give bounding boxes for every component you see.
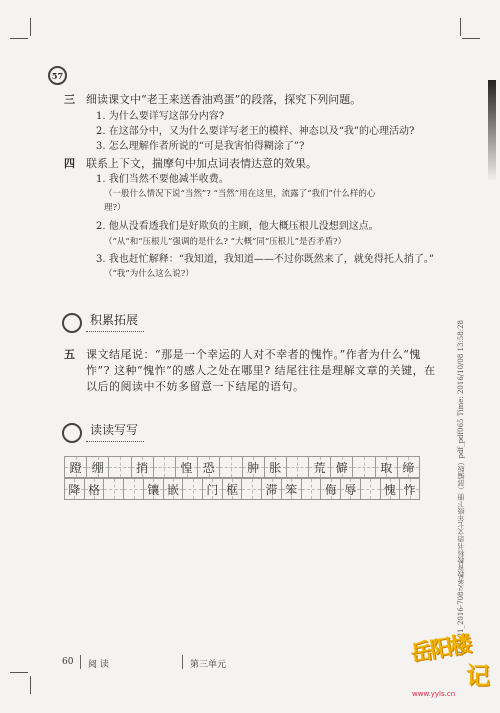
- section-underline: [86, 331, 144, 332]
- grid-cell: 滞: [261, 478, 281, 500]
- grid-cell: 荒: [308, 456, 330, 478]
- q4-hint: （“我”为什么这么说?）: [104, 269, 194, 279]
- q5-line: 以后的阅读中不妨多留意一下结尾的语句。: [86, 380, 305, 393]
- print-info-text: R 22.21_2016-708义务教育教科书语文七年级下册（部编版）pdf_pdf065 Time: 2016/10/08 13:58:28: [457, 320, 465, 657]
- grid-cell: 辱: [340, 478, 360, 500]
- q5-label: 五: [64, 348, 75, 361]
- grid-cell: 格: [84, 478, 104, 500]
- footer-unit: 第三单元: [190, 660, 227, 670]
- crop-mark: [10, 38, 28, 39]
- footer-divider: [182, 655, 183, 669]
- grid-cell: [123, 478, 143, 500]
- q3-item: 2. 在这部分中，又为什么要详写老王的模样、神态以及“我”的心理活动?: [96, 126, 415, 137]
- footer-section: 阅 读: [88, 660, 109, 670]
- grid-cell: [241, 478, 261, 500]
- q4-text: 联系上下文，揣摩句中加点词表情达意的效果。: [86, 157, 317, 170]
- grid-cell: 笨: [281, 478, 301, 500]
- grid-cell: 肿: [242, 456, 264, 478]
- crop-mark: [30, 676, 31, 694]
- writing-grid-row-1: [64, 456, 420, 478]
- grid-cell: 门: [202, 478, 222, 500]
- grid-cell: 僻: [330, 456, 352, 478]
- grid-cell: [182, 478, 202, 500]
- q3-item: 1. 为什么要详写这部分内容?: [96, 111, 225, 122]
- write-icon: [62, 423, 82, 443]
- q4-hint: （“从”和“压根儿”强调的是什么? “大概”同“压根儿”是否矛盾?）: [104, 237, 347, 247]
- grid-cell: 怍: [399, 478, 420, 500]
- grid-cell: 惶: [175, 456, 197, 478]
- grid-cell: [153, 456, 175, 478]
- crop-mark: [462, 38, 480, 39]
- grid-cell: [301, 478, 321, 500]
- grid-cell: [360, 478, 380, 500]
- watermark-logo: 岳阳楼 记 www.yyls.cn: [408, 631, 490, 698]
- grid-cell: [286, 456, 308, 478]
- q5-line: 课文结尾说：“那是一个幸运的人对不幸者的愧怍。”作者为什么“愧: [86, 348, 421, 361]
- grid-cell: 绷: [86, 456, 108, 478]
- page-badge: 57: [48, 66, 67, 85]
- expand-icon: [62, 313, 82, 333]
- grid-cell: 嵌: [163, 478, 183, 500]
- footer-divider: [80, 655, 81, 669]
- grid-cell: [103, 478, 123, 500]
- q4-hint: 理?）: [104, 203, 126, 213]
- grid-cell: [219, 456, 241, 478]
- q4-item: 1. 我们当然不要他减半收费。: [96, 174, 229, 185]
- gray-scale-strip: [488, 80, 496, 180]
- q5-line: 怍”? 这种“愧怍”的感人之处在哪里? 结尾往往是理解文章的关键，在: [86, 364, 436, 377]
- grid-cell: 取: [375, 456, 397, 478]
- grid-cell: 恐: [197, 456, 219, 478]
- crop-mark: [460, 18, 461, 36]
- q3-item: 3. 怎么理解作者所说的“可是我害怕得糊涂了”?: [96, 141, 305, 152]
- grid-cell: 降: [64, 478, 84, 500]
- section-write-title: 读读写写: [90, 423, 139, 437]
- grid-cell: 缔: [397, 456, 420, 478]
- grid-cell: 捎: [131, 456, 153, 478]
- grid-cell: 框: [222, 478, 242, 500]
- section-underline: [86, 441, 144, 442]
- grid-cell: 蹬: [64, 456, 86, 478]
- crop-mark: [10, 672, 28, 673]
- grid-cell: 胀: [264, 456, 286, 478]
- q4-hint: （一般什么情况下说“当然”? “当然”用在这里，流露了“我们”什么样的心: [104, 189, 376, 199]
- grid-cell: [352, 456, 374, 478]
- grid-cell: [108, 456, 130, 478]
- section-expand-title: 积累拓展: [90, 313, 139, 327]
- page-number: 60: [62, 657, 74, 667]
- grid-cell: 侮: [320, 478, 340, 500]
- q4-item: 2. 他从没看透我们是好欺负的主顾，他大概压根儿没想到这点。: [96, 221, 379, 232]
- writing-grid-row-2: [64, 478, 420, 500]
- q3-label: 三: [64, 93, 75, 106]
- crop-mark: [30, 18, 31, 36]
- grid-cell: 愧: [380, 478, 400, 500]
- grid-cell: 镶: [143, 478, 163, 500]
- q3-text: 细读课文中“老王来送香油鸡蛋”的段落，探究下列问题。: [86, 93, 362, 106]
- q4-label: 四: [64, 157, 75, 170]
- q4-item: 3. 我也赶忙解释：“我知道，我知道——不过你既然来了，就免得托人捎了。”: [96, 254, 434, 265]
